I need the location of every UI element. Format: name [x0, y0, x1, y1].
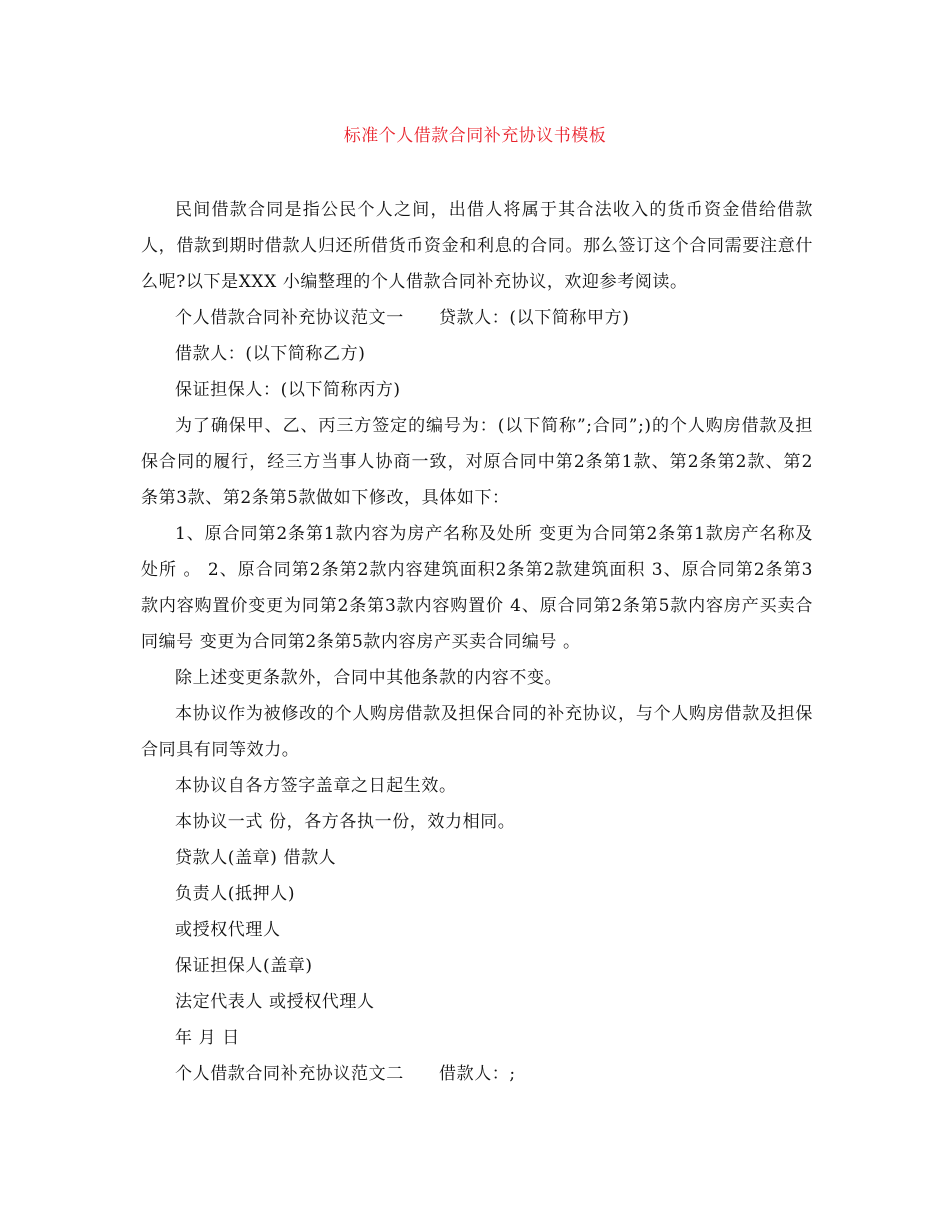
- effective-date-clause: 本协议自各方签字盖章之日起生效。: [175, 776, 457, 796]
- signature-guarantor-line: 保证担保人(盖章): [175, 956, 313, 976]
- borrower-line: 借款人：(以下简称乙方): [175, 344, 366, 364]
- intro-paragraph: 民间借款合同是指公民个人之间，出借人将属于其合法收入的货币资金借给借款人，借款到期时借款人归还所借货币资金和利息的合同。那么签订这个合同需要注意什么呢?以下是XXX 小编整理的个人借款合同补充协议，欢迎参考阅读。: [141, 200, 813, 292]
- signature-responsible-line: 负责人(抵押人): [175, 884, 296, 904]
- date-line: 年 月 日: [175, 1028, 240, 1048]
- signature-lender-line: 贷款人(盖章) 借款人: [175, 848, 337, 868]
- copies-clause: 本协议一式 份，各方各执一份，效力相同。: [175, 812, 516, 832]
- effect-clause: 本协议作为被修改的个人购房借款及担保合同的补充协议，与个人购房借款及担保合同具有同等效力。: [141, 704, 813, 760]
- signature-representative-line: 法定代表人 或授权代理人: [175, 992, 375, 1012]
- guarantor-line: 保证担保人：(以下简称丙方): [175, 380, 401, 400]
- document-title: 标准个人借款合同补充协议书模板: [343, 126, 607, 146]
- document-body: [141, 192, 813, 1092]
- amendments-paragraph: 1、原合同第2条第1款内容为房产名称及处所 变更为合同第2条第1款房产名称及处所 。 2、原合同第2条第2款内容建筑面积2条第2款建筑面积 3、原合同第2条第3款内容购置价变更为同第2条第3款内容购置价 4、原合同第2条第5款内容房产买卖合同编号 变更为合同第2条第5款内容房产买卖合同编号 。: [141, 524, 813, 652]
- signature-agent-line: 或授权代理人: [175, 920, 281, 940]
- purpose-paragraph: 为了确保甲、乙、丙三方签定的编号为：(以下简称”;合同”;)的个人购房借款及担保合同的履行，经三方当事人协商一致，对原合同中第2条第1款、第2条第2款、第2条第3款、第2条第5款做如下修改，具体如下：: [141, 416, 813, 508]
- unchanged-clause: 除上述变更条款外，合同中其他条款的内容不变。: [175, 668, 563, 688]
- sample-one-heading: 个人借款合同补充协议范文一 贷款人：(以下简称甲方): [175, 308, 630, 328]
- sample-two-heading: 个人借款合同补充协议范文二 借款人：;: [175, 1064, 516, 1084]
